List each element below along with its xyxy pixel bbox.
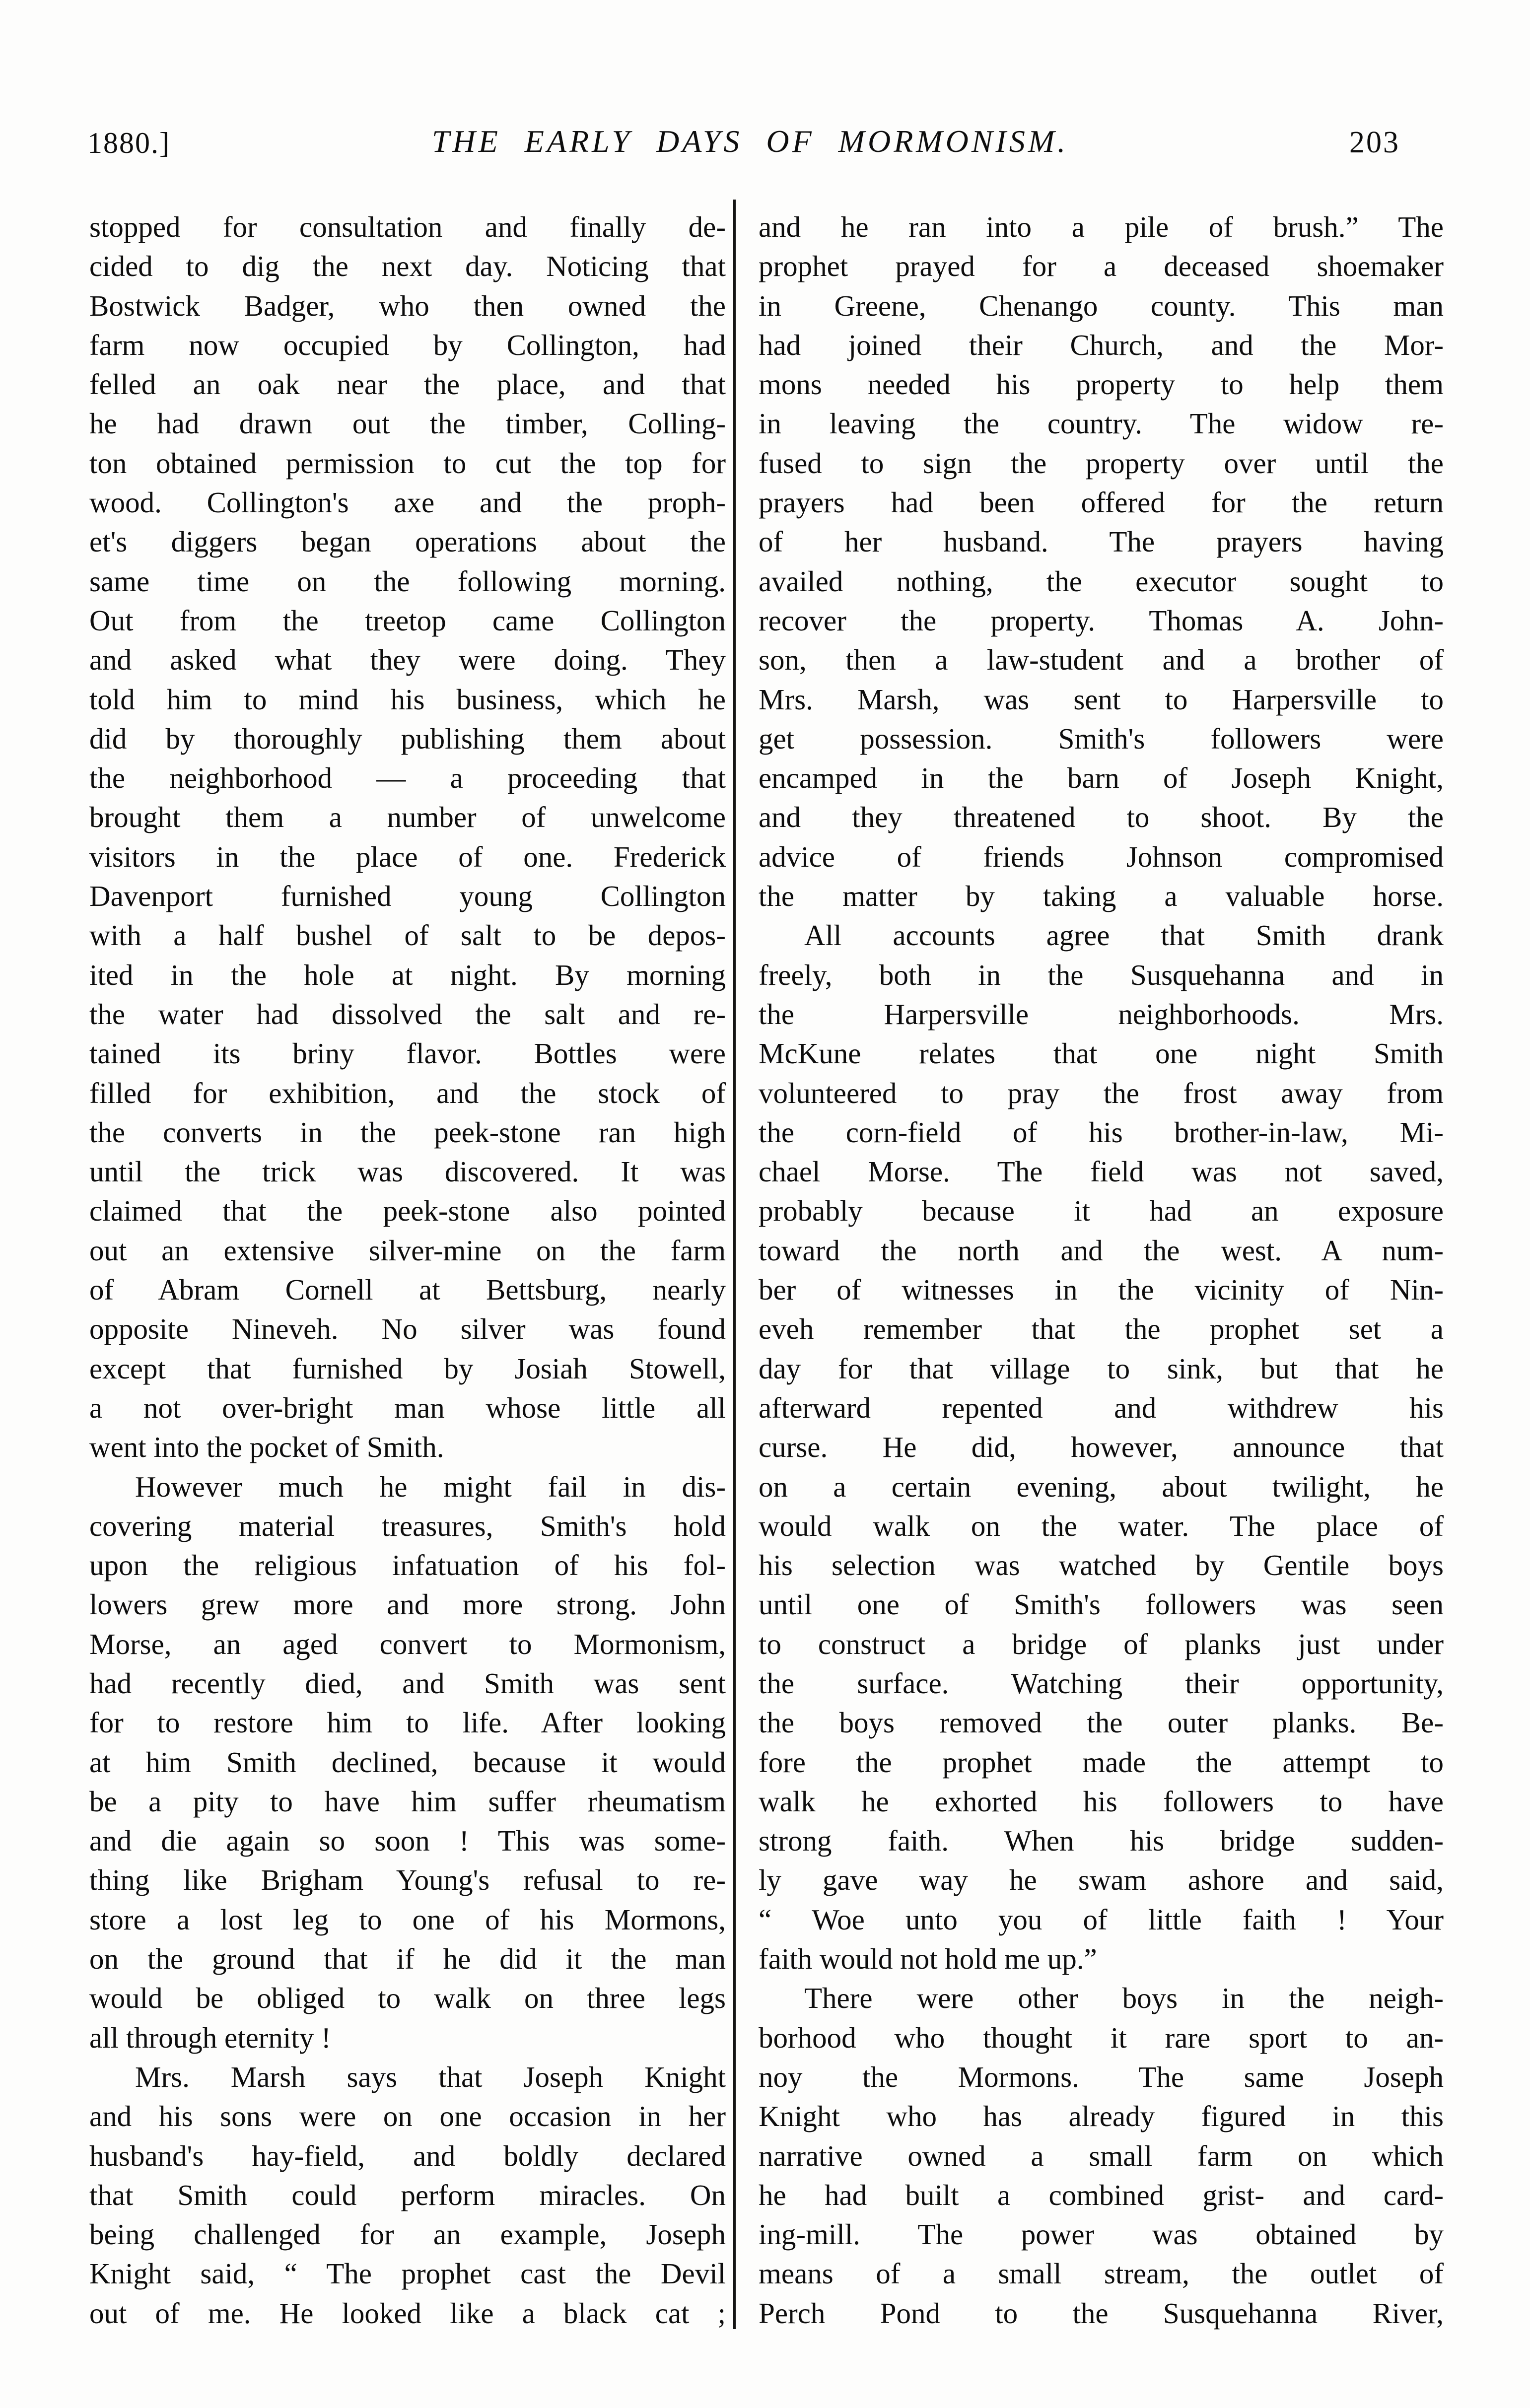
text-line: the corn-field of his brother-in-law, Mi- [759, 1115, 1444, 1149]
text-line: borhood who thought it rare sport to an- [759, 2021, 1444, 2054]
text-line: upon the religious infatuation of his fol- [89, 1549, 726, 1582]
text-line: went into the pocket of Smith. [89, 1431, 444, 1464]
text-line: and he ran into a pile of brush.” The [759, 210, 1444, 243]
right-text-column [759, 207, 1444, 2333]
text-line: ited in the hole at night. By morning [89, 958, 726, 991]
text-line: recover the property. Thomas A. John- [759, 604, 1444, 637]
text-line: probably because it had an exposure [759, 1194, 1444, 1228]
text-line: out of me. He looked like a black cat ; [89, 2296, 726, 2330]
text-line: availed nothing, the executor sought to [759, 564, 1444, 598]
text-line: afterward repented and withdrew his [759, 1391, 1444, 1424]
text-line: a not over-bright man whose little all [89, 1391, 726, 1424]
text-line: felled an oak near the place, and that [89, 368, 726, 401]
text-line: All accounts agree that Smith drank [804, 919, 1444, 952]
text-line: claimed that the peek-stone also pointed [89, 1194, 726, 1228]
text-line: Perch Pond to the Susquehanna River, [759, 2296, 1444, 2330]
text-line: cided to dig the next day. Noticing that [89, 250, 726, 283]
text-line: he had built a combined grist- and card- [759, 2178, 1444, 2211]
text-line: volunteered to pray the frost away from [759, 1076, 1444, 1109]
text-line: curse. He did, however, announce that [759, 1431, 1444, 1464]
text-line: the converts in the peek-stone ran high [89, 1115, 726, 1149]
text-line: walk he exhorted his followers to have [759, 1785, 1444, 1818]
text-line: eveh remember that the prophet set a [759, 1312, 1444, 1346]
text-line: advice of friends Johnson compromised [759, 840, 1444, 873]
text-line: Mrs. Marsh, was sent to Harpersville to [759, 683, 1444, 716]
text-line: the water had dissolved the salt and re- [89, 997, 726, 1031]
text-line: faith would not hold me up.” [759, 1942, 1097, 1976]
text-line: be a pity to have him suffer rheumatism [89, 1785, 726, 1818]
text-line: Knight said, “ The prophet cast the Devil [89, 2257, 726, 2290]
text-line: prophet prayed for a deceased shoemaker [759, 250, 1444, 283]
text-line: chael Morse. The field was not saved, [759, 1155, 1444, 1188]
page-title: THE EARLY DAYS OF MORMONISM. [431, 124, 1069, 159]
text-line: the surface. Watching their opportunity, [759, 1666, 1444, 1700]
text-line: told him to mind his business, which he [89, 683, 726, 716]
text-line: he had drawn out the timber, Colling- [89, 407, 726, 440]
text-line: ber of witnesses in the vicinity of Nin- [759, 1273, 1444, 1307]
text-line: visitors in the place of one. Frederick [89, 840, 726, 873]
text-line: Bostwick Badger, who then owned the [89, 289, 726, 322]
text-line: tained its briny flavor. Bottles were [89, 1037, 726, 1070]
text-line: of Abram Cornell at Bettsburg, nearly [89, 1273, 726, 1307]
text-line: that Smith could perform miracles. On [89, 2178, 726, 2211]
text-line: ly gave way he swam ashore and said, [759, 1863, 1444, 1897]
text-line: fore the prophet made the attempt to [759, 1745, 1444, 1779]
text-line: in leaving the country. The widow re- [759, 407, 1444, 440]
text-line: et's diggers began operations about the [89, 525, 726, 558]
text-line: thing like Brigham Young's refusal to re- [89, 1863, 726, 1897]
text-line: get possession. Smith's followers were [759, 722, 1444, 755]
text-line: on a certain evening, about twilight, he [759, 1470, 1444, 1503]
text-line: the Harpersville neighborhoods. Mrs. [759, 997, 1444, 1031]
text-line: store a lost leg to one of his Mormons, [89, 1903, 726, 1936]
text-line: brought them a number of unwelcome [89, 801, 726, 834]
text-line: narrative owned a small farm on which [759, 2139, 1444, 2172]
text-line: strong faith. When his bridge sudden- [759, 1824, 1444, 1858]
text-line: until one of Smith's followers was seen [759, 1588, 1444, 1621]
text-line: the neighborhood — a proceeding that [89, 761, 726, 795]
text-line: same time on the following morning. [89, 564, 726, 598]
text-line: ing-mill. The power was obtained by [759, 2218, 1444, 2251]
text-line: covering material treasures, Smith's hold [89, 1509, 726, 1542]
text-line: and his sons were on one occasion in her [89, 2100, 726, 2133]
text-line: opposite Nineveh. No silver was found [89, 1312, 726, 1346]
text-line: There were other boys in the neigh- [804, 1982, 1444, 2015]
text-line: in Greene, Chenango county. This man [759, 289, 1444, 322]
text-line: did by thoroughly publishing them about [89, 722, 726, 755]
text-line: the matter by taking a valuable horse. [759, 880, 1444, 913]
text-line: day for that village to sink, but that he [759, 1352, 1444, 1385]
text-line: on the ground that if he did it the man [89, 1942, 726, 1976]
text-line: had joined their Church, and the Mor- [759, 328, 1444, 361]
text-line: would be obliged to walk on three legs [89, 1982, 726, 2015]
text-line: for to restore him to life. After looking [89, 1706, 726, 1739]
text-line: and they threatened to shoot. By the [759, 801, 1444, 834]
text-line: until the trick was discovered. It was [89, 1155, 726, 1188]
text-line: his selection was watched by Gentile boys [759, 1549, 1444, 1582]
header-page-number: 203 [1349, 126, 1400, 159]
text-line: the boys removed the outer planks. Be- [759, 1706, 1444, 1739]
text-line: all through eternity ! [89, 2021, 331, 2054]
text-line: lowers grew more and more strong. John [89, 1588, 726, 1621]
text-line: Knight who has already figured in this [759, 2100, 1444, 2133]
text-line: prayers had been offered for the return [759, 486, 1444, 519]
text-line: “ Woe unto you of little faith ! Your [759, 1903, 1444, 1936]
text-line: ton obtained permission to cut the top for [89, 446, 726, 480]
header-year-label: 1880.] [87, 127, 170, 159]
text-line: filled for exhibition, and the stock of [89, 1076, 726, 1109]
text-line: Davenport furnished young Collington [89, 880, 726, 913]
text-line: mons needed his property to help them [759, 368, 1444, 401]
text-line: wood. Collington's axe and the proph- [89, 486, 726, 519]
text-line: to construct a bridge of planks just under [759, 1627, 1444, 1660]
text-line: and die again so soon ! This was some- [89, 1824, 726, 1858]
text-line: However much he might fail in dis- [135, 1470, 726, 1503]
text-line: of her husband. The prayers having [759, 525, 1444, 558]
text-line: McKune relates that one night Smith [759, 1037, 1444, 1070]
text-line: with a half bushel of salt to be depos- [89, 919, 726, 952]
text-line: Morse, an aged convert to Mormonism, [89, 1627, 726, 1660]
text-line: Out from the treetop came Collington [89, 604, 726, 637]
text-line: except that furnished by Josiah Stowell, [89, 1352, 726, 1385]
text-line: Mrs. Marsh says that Joseph Knight [135, 2060, 726, 2093]
text-line: encamped in the barn of Joseph Knight, [759, 761, 1444, 795]
text-line: farm now occupied by Collington, had [89, 328, 726, 361]
text-line: noy the Mormons. The same Joseph [759, 2060, 1444, 2093]
text-line: would walk on the water. The place of [759, 1509, 1444, 1542]
column-divider-rule [733, 200, 736, 2329]
text-line: son, then a law-student and a brother of [759, 643, 1444, 677]
text-line: stopped for consultation and finally de- [89, 210, 726, 243]
text-line: out an extensive silver-mine on the farm [89, 1234, 726, 1267]
text-line: and asked what they were doing. They [89, 643, 726, 677]
text-line: at him Smith declined, because it would [89, 1745, 726, 1779]
text-line: being challenged for an example, Joseph [89, 2218, 726, 2251]
text-line: freely, both in the Susquehanna and in [759, 958, 1444, 991]
left-text-column [89, 207, 726, 2333]
text-line: fused to sign the property over until the [759, 446, 1444, 480]
text-line: husband's hay-field, and boldly declared [89, 2139, 726, 2172]
text-line: means of a small stream, the outlet of [759, 2257, 1444, 2290]
text-line: had recently died, and Smith was sent [89, 1666, 726, 1700]
text-line: toward the north and the west. A num- [759, 1234, 1444, 1267]
